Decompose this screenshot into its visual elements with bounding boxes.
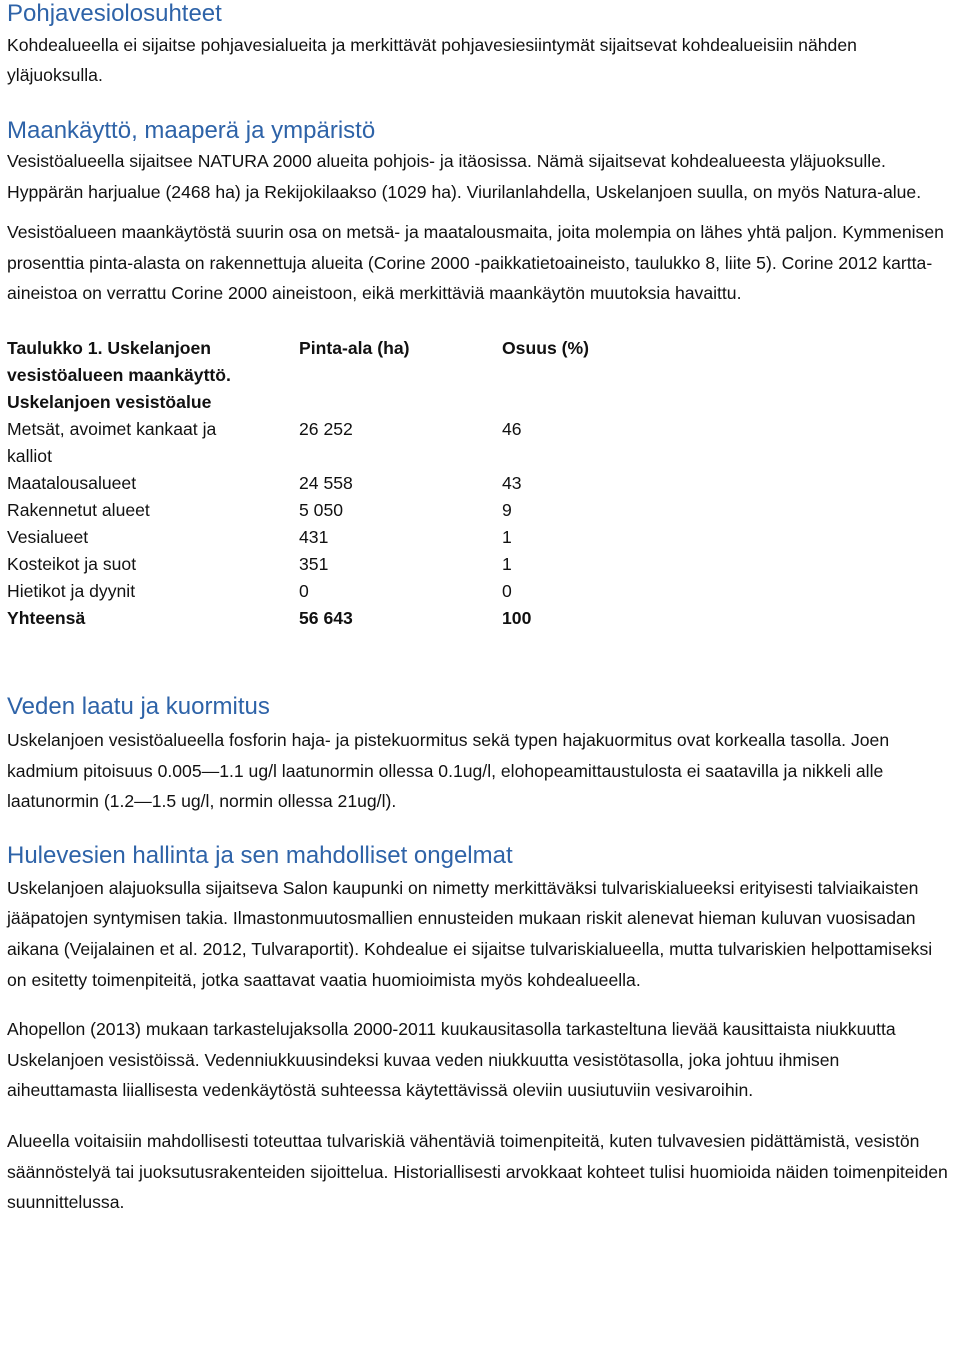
section-heading-maankaytto: Maankäyttö, maaperä ja ympäristö: [7, 117, 376, 144]
landuse-table: [7, 335, 702, 632]
column-header-share: Osuus (%): [502, 337, 589, 358]
row-label: Metsät, avoimet kankaat ja kalliot: [7, 418, 217, 466]
table-caption-text: Taulukko 1. Uskelanjoen vesistöalueen maankäyttö. Uskelanjoen vesistöalue: [7, 337, 231, 412]
row-share: 1: [502, 553, 512, 574]
row-area: 351: [299, 553, 329, 574]
row-label: Maatalousalueet: [7, 472, 137, 493]
table-header-row: [7, 335, 702, 416]
row-area: 431: [299, 526, 329, 547]
table-total-row: [7, 605, 702, 632]
table-row: [7, 578, 702, 605]
total-share: 100: [502, 607, 532, 628]
row-share: 46: [502, 418, 522, 439]
table-row: [7, 470, 702, 497]
row-share: 9: [502, 499, 512, 520]
paragraph-natura: Vesistöalueella sijaitsee NATURA 2000 alueita pohjois- ja itäosissa. Nämä sijaitsevat kohdealueesta yläjuoksulle. Hyppärän harjualue (2468 ha) ja Rekijokilaakso (1029 ha). Viurilanlahdella, Uskelanjoen suulla, on myös Natura-alue.: [7, 151, 922, 202]
section-heading-hulevesi: Hulevesien hallinta ja sen mahdolliset ongelmat: [7, 841, 513, 869]
table-row: [7, 551, 702, 578]
row-area: 0: [299, 580, 309, 601]
total-label: Yhteensä: [7, 607, 86, 628]
row-share: 0: [502, 580, 512, 601]
paragraph-hulevesi-3: Alueella voitaisiin mahdollisesti toteuttaa tulvariskiä vähentäviä toimenpiteitä, kuten tulvavesien pidättämistä, vesistön säännöstelyä tai juoksutusrakenteiden sijoittelua. Historiallisesti arvokkaat kohteet tulisi huomioida näiden toimenpiteiden suunnittelussa.: [7, 1130, 948, 1213]
row-area: 26 252: [299, 418, 353, 439]
row-share: 1: [502, 526, 512, 547]
table-caption: [7, 335, 299, 416]
column-header-area: Pinta-ala (ha): [299, 337, 410, 358]
table-row: [7, 416, 702, 470]
total-area: 56 643: [299, 607, 353, 628]
row-area: 24 558: [299, 472, 353, 493]
paragraph-pohjavesi: Kohdealueella ei sijaitse pohjavesialueita ja merkittävät pohjavesiesiintymät sijaitsevat kohdealueisiin nähden yläjuoksulla.: [7, 35, 857, 85]
section-heading-pohjavesi: Pohjavesiolosuhteet: [7, 0, 222, 27]
row-label: Hietikot ja dyynit: [7, 580, 136, 601]
table-row: [7, 497, 702, 524]
row-label: Vesialueet: [7, 526, 89, 547]
document-page: [7, 0, 953, 1218]
row-label: Rakennetut alueet: [7, 499, 150, 520]
paragraph-landuse: Vesistöalueen maankäytöstä suurin osa on metsä- ja maatalousmaita, joita molempia on lähes yhtä paljon. Kymmenisen prosenttia pinta-alasta on rakennettuja alueita (Corine 2000 -paikkatietoaineisto, taulukko 8, liite 5). Corine 2012 kartta-aineistoa on verrattu Corine 2000 aineistoon, eikä merkittäviä maankäytön muutoksia havaittu.: [7, 222, 944, 304]
paragraph-laatu: Uskelanjoen vesistöalueella fosforin haja- ja pistekuormitus sekä typen hajakuormitus ovat korkealla tasolla. Joen kadmium pitoisuus 0.005—1.1 ug/l laatunormin ollessa 0.1ug/l, elohopeamittaustulosta ei saatavilla ja nikkeli alle laatunormin (1.2—1.5 ug/l, normin ollessa 21ug/l).: [7, 729, 890, 812]
table-row: [7, 524, 702, 551]
row-label: Kosteikot ja suot: [7, 553, 137, 574]
section-heading-laatu: Veden laatu ja kuormitus: [7, 692, 270, 720]
row-share: 43: [502, 472, 522, 493]
paragraph-hulevesi-1: Uskelanjoen alajuoksulla sijaitseva Salon kaupunki on nimetty merkittäväksi tulvariskialueeksi erityisesti talviaikaisten jääpatojen syntymisen takia. Ilmastonmuutosmallien ennusteiden mukaan riskit alenevat hieman kuluvan vuosisadan aikana (Veijalainen et al. 2012, Tulvaraportit). Kohdealue ei sijaitse tulvariskialueella, mutta tulvariskien helpottamiseksi on esitetty toimenpiteitä, jotka saattavat vaatia huomioimista myös kohdealueella.: [7, 877, 933, 990]
paragraph-hulevesi-2: Ahopellon (2013) mukaan tarkastelujaksolla 2000-2011 kuukausitasolla tarkasteltuna lievää kausittaista niukkuutta Uskelanjoen vesistöissä. Vedenniukkuusindeksi kuvaa veden niukkuutta vesistötasolla, joka johtuu ihmisen aiheuttamasta liiallisesta vedenkäytöstä suhteessa käytettävissä oleviin uusiutuviin vesivaroihin.: [7, 1019, 896, 1101]
row-area: 5 050: [299, 499, 344, 520]
